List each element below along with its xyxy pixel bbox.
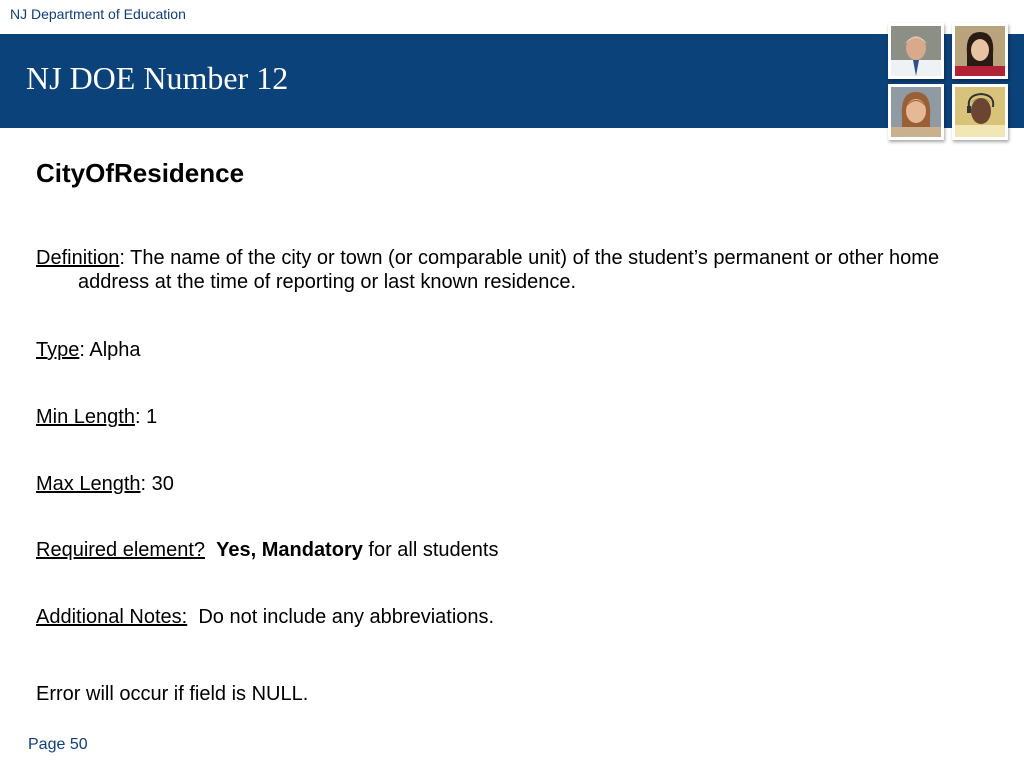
staff-photo-1	[888, 23, 944, 79]
type-paragraph	[36, 338, 988, 362]
title-banner	[0, 34, 1024, 128]
required-rest: for all students	[362, 539, 499, 561]
required-paragraph	[36, 538, 988, 562]
person-photo-icon	[891, 87, 941, 137]
notes-value: Do not include any abbreviations.	[198, 606, 495, 628]
slide-title: NJ DOE Number 12	[26, 60, 289, 96]
max-length-paragraph	[36, 472, 988, 496]
field-definition-content	[36, 156, 976, 705]
notes-paragraph	[36, 605, 988, 629]
error-text: Error will occur if field is NULL.	[36, 683, 309, 705]
staff-photo-3	[888, 84, 944, 140]
min-length-value: : 1	[134, 406, 158, 428]
type-label: Type	[36, 339, 80, 361]
notes-label: Additional Notes:	[36, 606, 188, 628]
person-photo-icon	[955, 26, 1005, 76]
definition-label: Definition	[36, 247, 120, 269]
person-photo-icon	[891, 26, 941, 76]
organization-label: NJ Department of Education	[10, 6, 186, 22]
definition-paragraph	[36, 246, 988, 294]
error-paragraph	[36, 682, 988, 706]
type-value: : Alpha	[79, 339, 141, 361]
person-photo-icon	[955, 87, 1005, 137]
required-value: Yes, Mandatory	[216, 539, 363, 561]
staff-photo-2	[952, 23, 1008, 79]
required-label: Required element?	[36, 539, 205, 561]
definition-text: : The name of the city or town (or comparable unit) of the student’s permanent or other home address at the time of reporting or last known residence.	[78, 247, 940, 293]
min-length-label: Min Length	[36, 406, 135, 428]
page-number: Page 50	[28, 736, 88, 753]
min-length-paragraph	[36, 405, 988, 429]
field-name-heading: CityOfResidence	[36, 158, 245, 188]
max-length-label: Max Length	[36, 473, 141, 495]
staff-photo-4	[952, 84, 1008, 140]
max-length-value: : 30	[140, 473, 174, 495]
